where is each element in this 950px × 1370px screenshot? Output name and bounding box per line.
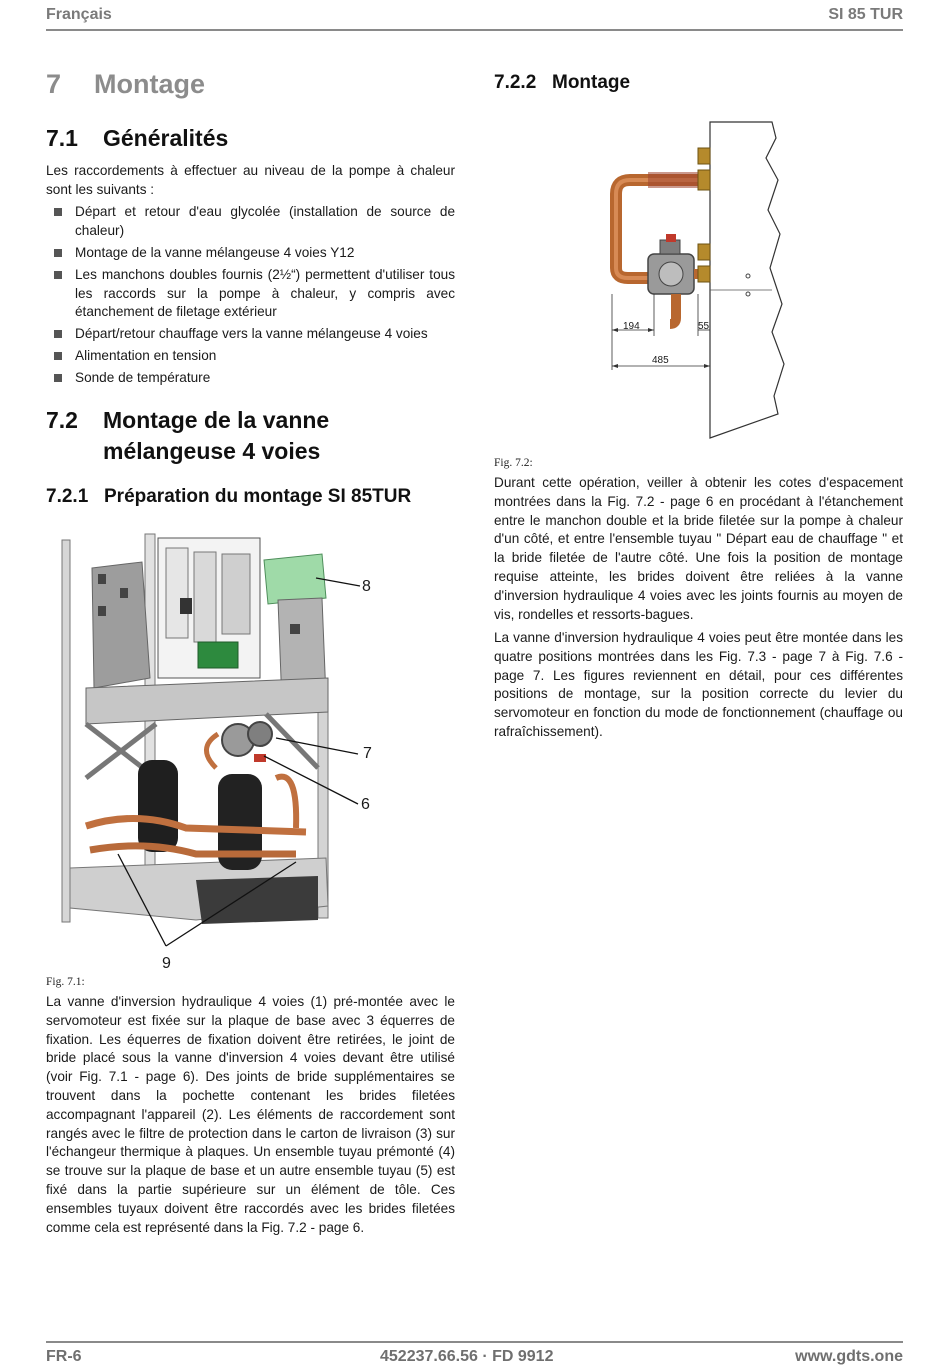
bullet-square-icon [54, 374, 62, 382]
callout-9: 9 [162, 955, 171, 972]
bullet-square-icon [54, 208, 62, 216]
section-7-2-title-line1: Montage de la vanne [103, 407, 330, 433]
section-7-2-1-title: Préparation du montage SI 85TUR [104, 486, 412, 507]
callout-6: 6 [361, 796, 370, 813]
connection-list [46, 203, 455, 391]
list-item: Départ et retour d'eau glycolée (installation de source de chaleur) [46, 203, 455, 241]
section-7-2-2-number: 7.2.2 [494, 72, 537, 93]
mounting-dimension-drawing [600, 118, 800, 444]
header-rule [46, 29, 903, 31]
section-7-1-title: Généralités [103, 125, 229, 151]
bullet-square-icon [54, 330, 62, 338]
footer-rule [46, 1341, 903, 1343]
paragraph-mounting-spacing: Durant cette opération, veiller à obtenir les cotes d'espacement montrées dans la Fig. 7.2 - page 6 en procédant à l'étanchement entre le manchon double et la bride filetée sur la pompe à chaleur d'un côté, et entre l'ensemble tuyau " Départ eau de chauffage " et la bride filetée de l'autre côté. Une fois la position de montage requise atteinte, les brides doivent être reliées à la vanne d'inversion hydraulique 4 voies avec les joints fournis au moyen de vis, rondelles et ressorts-bagues. [494, 475, 903, 622]
header-language: Français [46, 6, 112, 23]
section-7-2-number: 7.2 [46, 407, 78, 433]
list-item: Sonde de température [46, 369, 455, 388]
section-7-2-title-line2: mélangeuse 4 voies [103, 438, 321, 464]
list-item: Alimentation en tension [46, 347, 455, 366]
dimension-55: 55 [698, 321, 710, 332]
paragraph-mounting-positions: La vanne d'inversion hydraulique 4 voies peut être montée dans les quatre positions montrées dans les Fig. 7.3 - page 7 à Fig. 7.6 - page 7. Les figures reviennent en détail, pour ces différentes positions de montage, sur la position correcte du levier du servomoteur en fonction du mode de fonctionnement (chauffage ou rafraîchissement). [494, 630, 903, 739]
callout-7: 7 [363, 745, 372, 762]
section-7-1-number: 7.1 [46, 125, 78, 151]
header-model: SI 85 TUR [828, 6, 903, 23]
figure-7-2-caption: Fig. 7.2: [494, 457, 533, 469]
section-7-2-1-number: 7.2.1 [46, 486, 89, 507]
list-item: Les manchons doubles fournis (2½“) permettent d'utiliser tous les raccords sur la pompe à chaleur, y compris avec étanchement de filetage extérieur [46, 266, 455, 322]
chapter-number: 7 [46, 69, 62, 99]
list-item: Montage de la vanne mélangeuse 4 voies Y12 [46, 244, 455, 263]
bullet-square-icon [54, 352, 62, 360]
chapter-title: Montage [94, 69, 205, 99]
footer-document-number: 452237.66.56 · FD 9912 [380, 1348, 554, 1365]
footer-website: www.gdts.one [795, 1348, 903, 1365]
figure-7-1-caption: Fig. 7.1: [46, 976, 85, 988]
section-7-1-intro: Les raccordements à effectuer au niveau de la pompe à chaleur sont les suivants : [46, 163, 455, 197]
list-item: Départ/retour chauffage vers la vanne mélangeuse 4 voies [46, 325, 455, 344]
footer-page-number: FR-6 [46, 1348, 82, 1365]
dimension-485: 485 [652, 355, 669, 366]
bullet-square-icon [54, 271, 62, 279]
bullet-square-icon [54, 249, 62, 257]
section-7-2-2-title: Montage [552, 72, 631, 93]
callout-8: 8 [362, 578, 371, 595]
paragraph-valve-preparation: La vanne d'inversion hydraulique 4 voies (1) pré-montée avec le servomoteur est fixée sur la plaque de base avec 3 équerres de fixation. Les équerres de fixation doivent être retirées, le joint de bride placé sous la vanne d'inversion 4 voies devant être utilisé (voir Fig. 7.1 - page 6). Des joints de bride supplémentaires se trouvent dans la pochette contenant les brides filetées accompagnant l'appareil (2). Les éléments de raccordement sont rangés avec le filtre de protection dans le carton de livraison (3) sur l'échangeur thermique à plaques. Un ensemble tuyau prémonté (4) se trouve sur la plaque de base et un autre ensemble tuyau (5) est fixé dans la partie supérieure sur un élément de tôle. Ces ensembles tuyaux doivent être raccordés avec les brides filetées comme cela est représenté dans la Fig. 7.2 - page 6. [46, 994, 455, 1235]
dimension-194: 194 [623, 321, 640, 332]
